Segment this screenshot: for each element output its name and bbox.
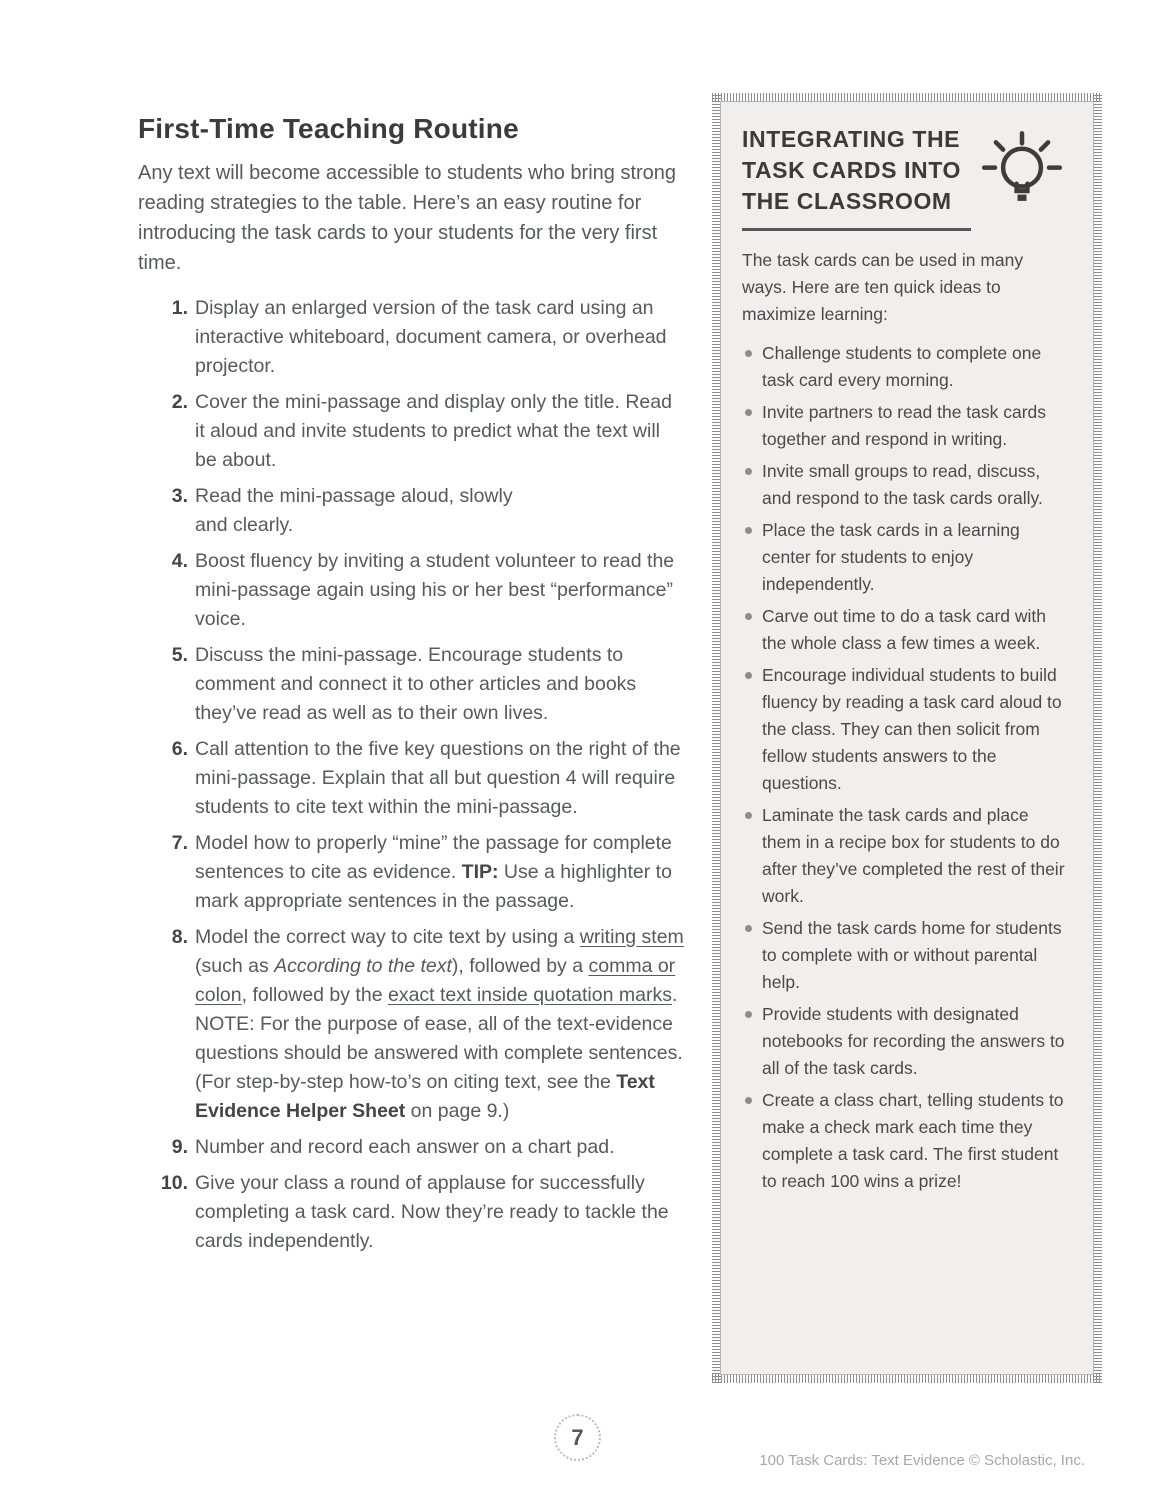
text-segment: Boost fluency by inviting a student volunteer to read the mini-passage again using his or her best “performance” voice. (195, 550, 675, 630)
step-number: 4. (171, 550, 188, 572)
idea-item (742, 802, 1067, 910)
idea-text: Challenge students to complete one task card every morning. (762, 343, 1042, 390)
step-number: 6. (171, 738, 188, 760)
text-segment: Call attention to the five key questions on the right of the mini-passage. Explain that all but question 4 will require students to cite text within the mini-passage. (195, 738, 681, 818)
step-text (195, 923, 687, 1126)
idea-text: Create a class chart, telling students to make a check mark each time they complete a task card. The first student to reach 100 wins a prize! (762, 1090, 1064, 1191)
step-number: 2. (171, 391, 188, 413)
step-text (195, 829, 687, 916)
text-segment: Discuss the mini-passage. Encourage students to comment and connect it to other articles and books they’ve read as well as to their own lives. (195, 644, 637, 724)
bullet-dot-icon (745, 672, 752, 679)
sidebar-title (742, 124, 975, 217)
bullet-dot-icon (745, 468, 752, 475)
step-number: 5. (171, 644, 188, 666)
hatched-border-bottom (712, 1374, 1102, 1383)
sidebar-title-line: TASK CARDS INTO (742, 157, 961, 183)
page-number: 7 (571, 1424, 584, 1450)
idea-text: Invite partners to read the task cards together and respond in writing. (762, 402, 1047, 449)
teaching-steps-list (138, 294, 687, 1256)
idea-text: Provide students with designated notebooks for recording the answers to all of the task cards. (762, 1004, 1065, 1078)
idea-item (742, 399, 1067, 453)
idea-item (742, 458, 1067, 512)
step-text (195, 482, 687, 540)
idea-item (742, 662, 1067, 797)
idea-text: Place the task cards in a learning center for students to enjoy independently. (762, 520, 1020, 594)
text-segment: writing stem (579, 926, 684, 948)
ideas-list (742, 340, 1067, 1195)
step-number: 3. (171, 485, 188, 507)
text-segment: TIP: (461, 861, 499, 883)
teaching-step (138, 547, 687, 634)
page-title: First-Time Teaching Routine (138, 113, 519, 144)
step-text (195, 641, 687, 728)
text-segment: Use a highlighter to mark appropriate sentences in the passage. (195, 861, 672, 912)
callout-panel (720, 101, 1094, 1375)
text-segment: ), followed by a (451, 955, 589, 977)
idea-text: Invite small groups to read, discuss, and respond to the task cards orally. (762, 461, 1043, 508)
text-segment: Text Evidence Helper Sheet (195, 1071, 655, 1122)
idea-text: Send the task cards home for students to complete with or without parental help. (762, 918, 1062, 992)
bullet-dot-icon (745, 812, 752, 819)
idea-item (742, 340, 1067, 394)
teaching-step (138, 923, 687, 1126)
sidebar-title-line: INTEGRATING THE (742, 126, 961, 152)
text-segment: exact text inside quotation marks (387, 984, 672, 1006)
idea-item (742, 915, 1067, 996)
bullet-dot-icon (745, 1011, 752, 1018)
step-number: 10. (160, 1172, 188, 1194)
bullet-dot-icon (745, 527, 752, 534)
step-text (195, 294, 687, 381)
text-segment: comma or colon (195, 955, 676, 1006)
bullet-dot-icon (745, 1097, 752, 1104)
step-number: 1. (171, 297, 188, 319)
text-segment: (such as (195, 955, 275, 977)
sidebar-callout (712, 93, 1102, 1383)
callout-title-row (742, 124, 1067, 218)
main-article (138, 112, 687, 1263)
step-number: 7. (171, 832, 188, 854)
text-segment: Model how to properly “mine” the passage for complete sentences to cite as evidence. (195, 832, 672, 883)
lightbulb-icon (977, 128, 1067, 218)
text-segment: and clearly. (195, 514, 294, 536)
text-segment: Cover the mini-passage and display only the title. Read it aloud and invite students to predict what the text will be about. (195, 391, 672, 471)
idea-item (742, 603, 1067, 657)
idea-item (742, 1001, 1067, 1082)
intro-paragraph: Any text will become accessible to students who bring strong reading strategies to the table. Here’s an easy routine for introducing the task cards to your students for the very first time. (138, 162, 677, 274)
teaching-step (138, 388, 687, 475)
teaching-step (138, 482, 687, 540)
idea-text: Laminate the task cards and place them in a recipe box for students to do after they’ve completed the rest of their work. (762, 805, 1065, 906)
sidebar-title-line: THE CLASSROOM (742, 188, 952, 214)
footer-credit: 100 Task Cards: Text Evidence © Scholastic, Inc. (759, 1452, 1085, 1469)
title-underline (742, 228, 971, 231)
idea-item (742, 517, 1067, 598)
bullet-dot-icon (745, 350, 752, 357)
step-number: 8. (171, 926, 188, 948)
step-number: 9. (171, 1136, 188, 1158)
text-segment: Read the mini-passage aloud, slowly (195, 485, 513, 507)
text-segment: on page 9.) (405, 1100, 510, 1122)
text-segment: According to the text (274, 955, 452, 977)
idea-item (742, 1087, 1067, 1195)
hatched-border-right (1093, 93, 1102, 1383)
bullet-dot-icon (745, 613, 752, 620)
teaching-step (138, 1133, 687, 1162)
page-number-badge (554, 1414, 601, 1461)
teaching-step (138, 641, 687, 728)
text-segment: . NOTE: For the purpose of ease, all of the text-evidence questions should be answered with complete sentences. (For step-by-step how-to’s on citing text, see the (195, 984, 683, 1093)
idea-text: Carve out time to do a task card with the whole class a few times a week. (762, 606, 1047, 653)
text-segment: Model the correct way to cite text by using a (195, 926, 580, 948)
bullet-dot-icon (745, 409, 752, 416)
bullet-dot-icon (745, 925, 752, 932)
step-text (195, 1133, 687, 1162)
text-segment: Give your class a round of applause for successfully completing a task card. Now they’re ready to tackle the cards independently. (195, 1172, 669, 1252)
step-text (195, 547, 687, 634)
text-segment: Display an enlarged version of the task card using an interactive whiteboard, document camera, or overhead projector. (195, 297, 667, 377)
step-text (195, 388, 687, 475)
step-text (195, 735, 687, 822)
text-segment: , followed by the (241, 984, 388, 1006)
teaching-step (138, 1169, 687, 1256)
step-text (195, 1169, 687, 1256)
sidebar-intro: The task cards can be used in many ways. Here are ten quick ideas to maximize learning: (742, 250, 1024, 324)
teaching-step (138, 829, 687, 916)
teaching-step (138, 735, 687, 822)
text-segment: Number and record each answer on a chart pad. (195, 1136, 615, 1158)
teaching-step (138, 294, 687, 381)
idea-text: Encourage individual students to build fluency by reading a task card aloud to the class. They can then solicit from fellow students answers to the questions. (762, 665, 1062, 793)
